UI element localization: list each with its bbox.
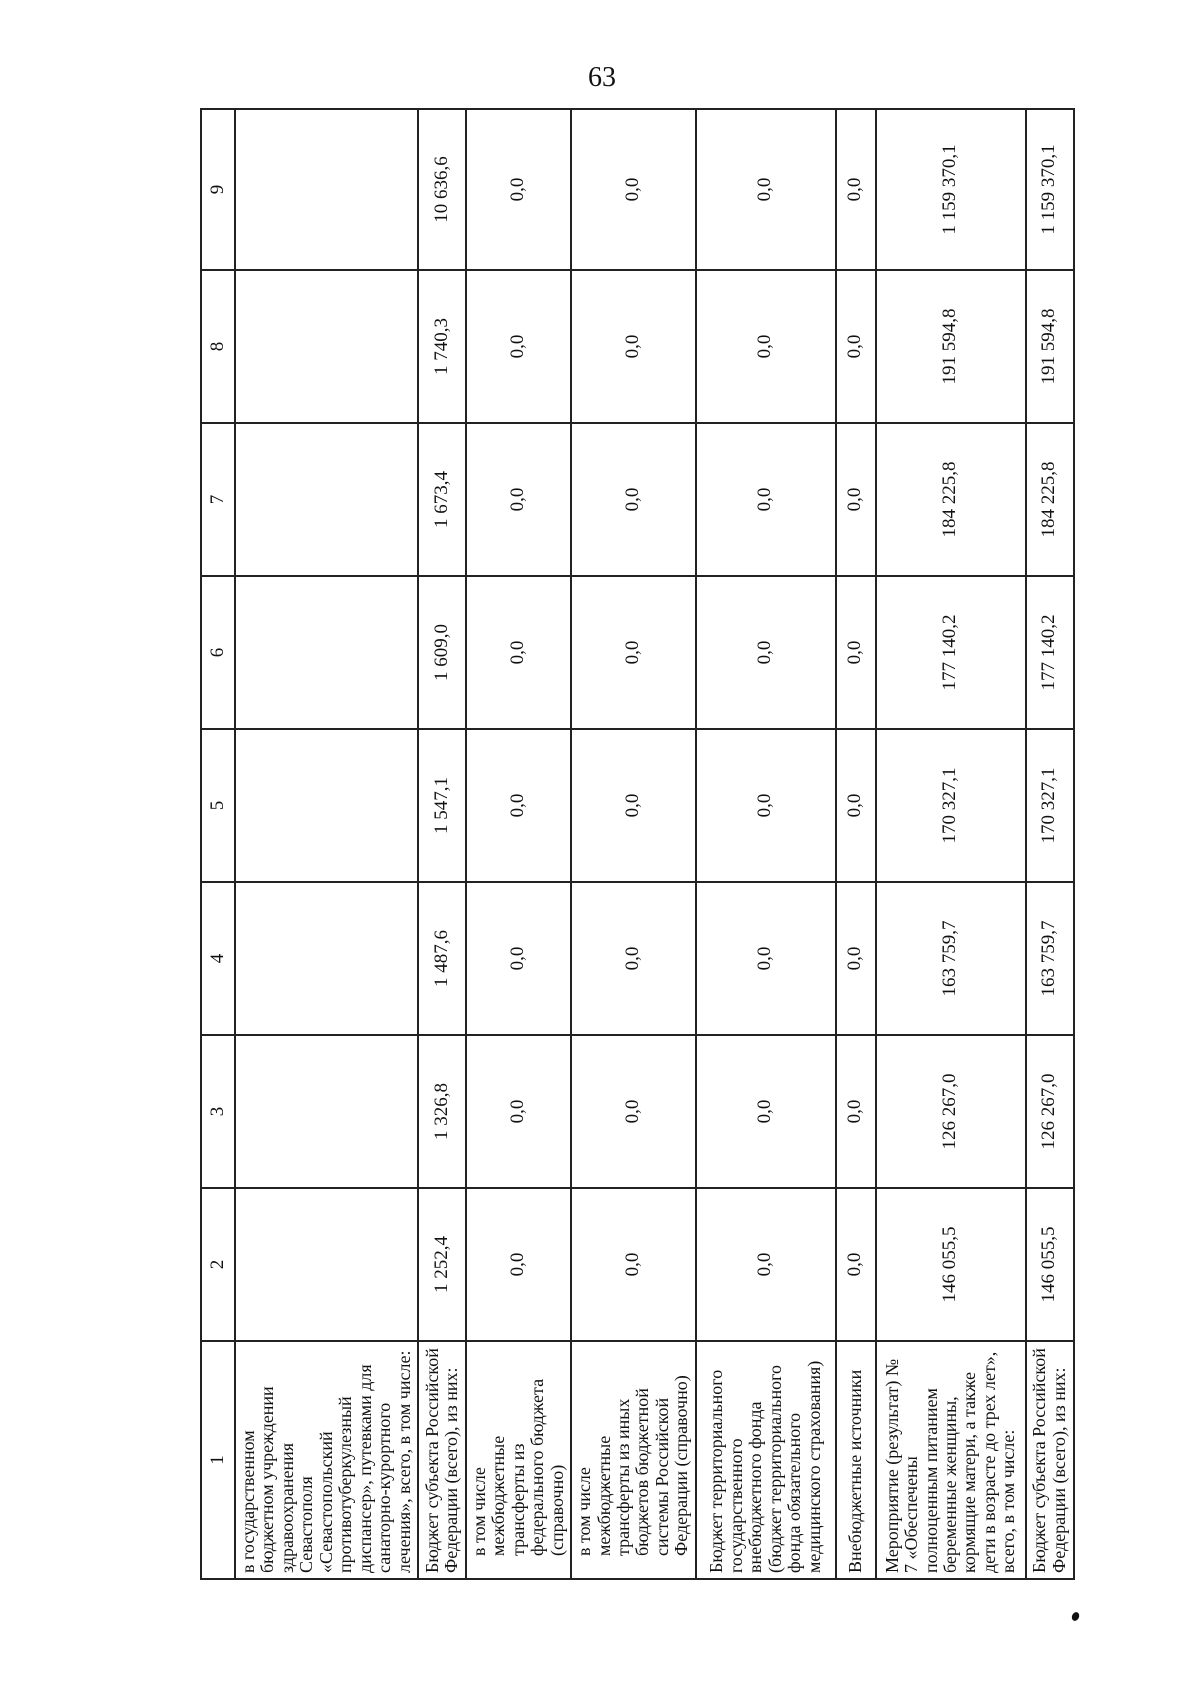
scan-mark: [1070, 1611, 1080, 1622]
table-cell: 1 326,8: [418, 1035, 466, 1188]
table-cell: 0,0: [836, 109, 876, 270]
table-cell: 0,0: [466, 576, 571, 729]
table-cell: 0,0: [571, 882, 696, 1035]
table-cell: 0,0: [696, 423, 836, 576]
row-label: Бюджет субъекта Российской Федерации (всего), из них:: [1026, 1341, 1074, 1579]
table-row: [571, 109, 696, 1579]
table-cell: 0,0: [571, 109, 696, 270]
table-cell: 0,0: [836, 882, 876, 1035]
table-cell: 191 594,8: [876, 270, 1026, 423]
table-cell: 0,0: [466, 1035, 571, 1188]
column-header: 4: [201, 882, 235, 1035]
table-cell: 0,0: [836, 576, 876, 729]
table-cell: 0,0: [836, 270, 876, 423]
table-cell: [235, 729, 418, 882]
rotated-table-frame: [200, 110, 1069, 1580]
table-cell: 0,0: [696, 576, 836, 729]
row-label: в том числе межбюджетные трансферты из федерального бюджета (справочно): [466, 1341, 571, 1579]
table-cell: 0,0: [571, 270, 696, 423]
table-cell: 170 327,1: [1026, 729, 1074, 882]
table-cell: [235, 270, 418, 423]
table-cell: 184 225,8: [1026, 423, 1074, 576]
table-cell: [235, 882, 418, 1035]
table-cell: 1 487,6: [418, 882, 466, 1035]
table-cell: 0,0: [466, 882, 571, 1035]
table-cell: 0,0: [466, 729, 571, 882]
header-row: [201, 109, 235, 1579]
row-label: в том числе межбюджетные трансферты из иных бюджетов бюджетной системы Российской Федерации (справочно): [571, 1341, 696, 1579]
table-cell: 0,0: [696, 109, 836, 270]
column-header: 1: [201, 1341, 235, 1579]
budget-table-container: [200, 110, 1069, 1580]
table-cell: [235, 1188, 418, 1341]
column-header: 5: [201, 729, 235, 882]
budget-table: [200, 108, 1075, 1580]
table-cell: 0,0: [696, 729, 836, 882]
table-cell: 0,0: [571, 729, 696, 882]
table-cell: 0,0: [836, 729, 876, 882]
column-header: 2: [201, 1188, 235, 1341]
table-cell: 146 055,5: [876, 1188, 1026, 1341]
table-cell: 0,0: [696, 882, 836, 1035]
table-cell: 170 327,1: [876, 729, 1026, 882]
table-cell: 0,0: [571, 1035, 696, 1188]
table-cell: 191 594,8: [1026, 270, 1074, 423]
table-cell: 0,0: [696, 1035, 836, 1188]
table-cell: 1 159 370,1: [1026, 109, 1074, 270]
table-cell: 163 759,7: [1026, 882, 1074, 1035]
table-cell: 1 673,4: [418, 423, 466, 576]
column-header: 8: [201, 270, 235, 423]
table-row: [1026, 109, 1074, 1579]
table-cell: 1 159 370,1: [876, 109, 1026, 270]
table-cell: 0,0: [836, 1188, 876, 1341]
table-cell: [235, 109, 418, 270]
page-number: 63: [588, 62, 616, 93]
table-cell: 0,0: [571, 1188, 696, 1341]
row-label: в государственном бюджетном учреждении здравоохранения Севастополя «Севастопольский противотуберкулезный диспансер», путевками для санаторно-курортного лечения», всего, в том числе:: [235, 1341, 418, 1579]
table-cell: [235, 576, 418, 729]
row-label: Внебюджетные источники: [836, 1341, 876, 1579]
table-cell: 126 267,0: [1026, 1035, 1074, 1188]
table-cell: 1 252,4: [418, 1188, 466, 1341]
table-cell: 0,0: [696, 270, 836, 423]
column-header: 9: [201, 109, 235, 270]
column-header: 3: [201, 1035, 235, 1188]
table-cell: [235, 423, 418, 576]
table-cell: 0,0: [836, 1035, 876, 1188]
table-row: [235, 109, 418, 1579]
table-cell: 0,0: [571, 576, 696, 729]
table-cell: 0,0: [466, 109, 571, 270]
table-cell: 0,0: [836, 423, 876, 576]
table-cell: 0,0: [466, 423, 571, 576]
table-row: [466, 109, 571, 1579]
column-header: 6: [201, 576, 235, 729]
table-cell: 177 140,2: [1026, 576, 1074, 729]
table-cell: 1 547,1: [418, 729, 466, 882]
table-cell: 1 609,0: [418, 576, 466, 729]
table-row: [876, 109, 1026, 1579]
table-cell: 0,0: [466, 270, 571, 423]
column-header: 7: [201, 423, 235, 576]
row-label: Бюджет субъекта Российской Федерации (всего), из них:: [418, 1341, 466, 1579]
table-row: [836, 109, 876, 1579]
table-cell: 0,0: [696, 1188, 836, 1341]
table-cell: 126 267,0: [876, 1035, 1026, 1188]
row-label: Бюджет территориального государственного внебюджетного фонда (бюджет территориального фонда обязательного медицинского страхования): [696, 1341, 836, 1579]
table-cell: 146 055,5: [1026, 1188, 1074, 1341]
table-cell: 163 759,7: [876, 882, 1026, 1035]
table-row: [696, 109, 836, 1579]
table-cell: 184 225,8: [876, 423, 1026, 576]
table-cell: 0,0: [466, 1188, 571, 1341]
table-cell: 0,0: [571, 423, 696, 576]
table-cell: 10 636,6: [418, 109, 466, 270]
table-cell: [235, 1035, 418, 1188]
table-cell: 1 740,3: [418, 270, 466, 423]
row-label: Мероприятие (результат) № 7 «Обеспечены полноценным питанием беременные женщины, кормящие матери, а также дети в возрасте до трех лет», всего, в том числе:: [876, 1341, 1026, 1579]
table-row: [418, 109, 466, 1579]
table-cell: 177 140,2: [876, 576, 1026, 729]
